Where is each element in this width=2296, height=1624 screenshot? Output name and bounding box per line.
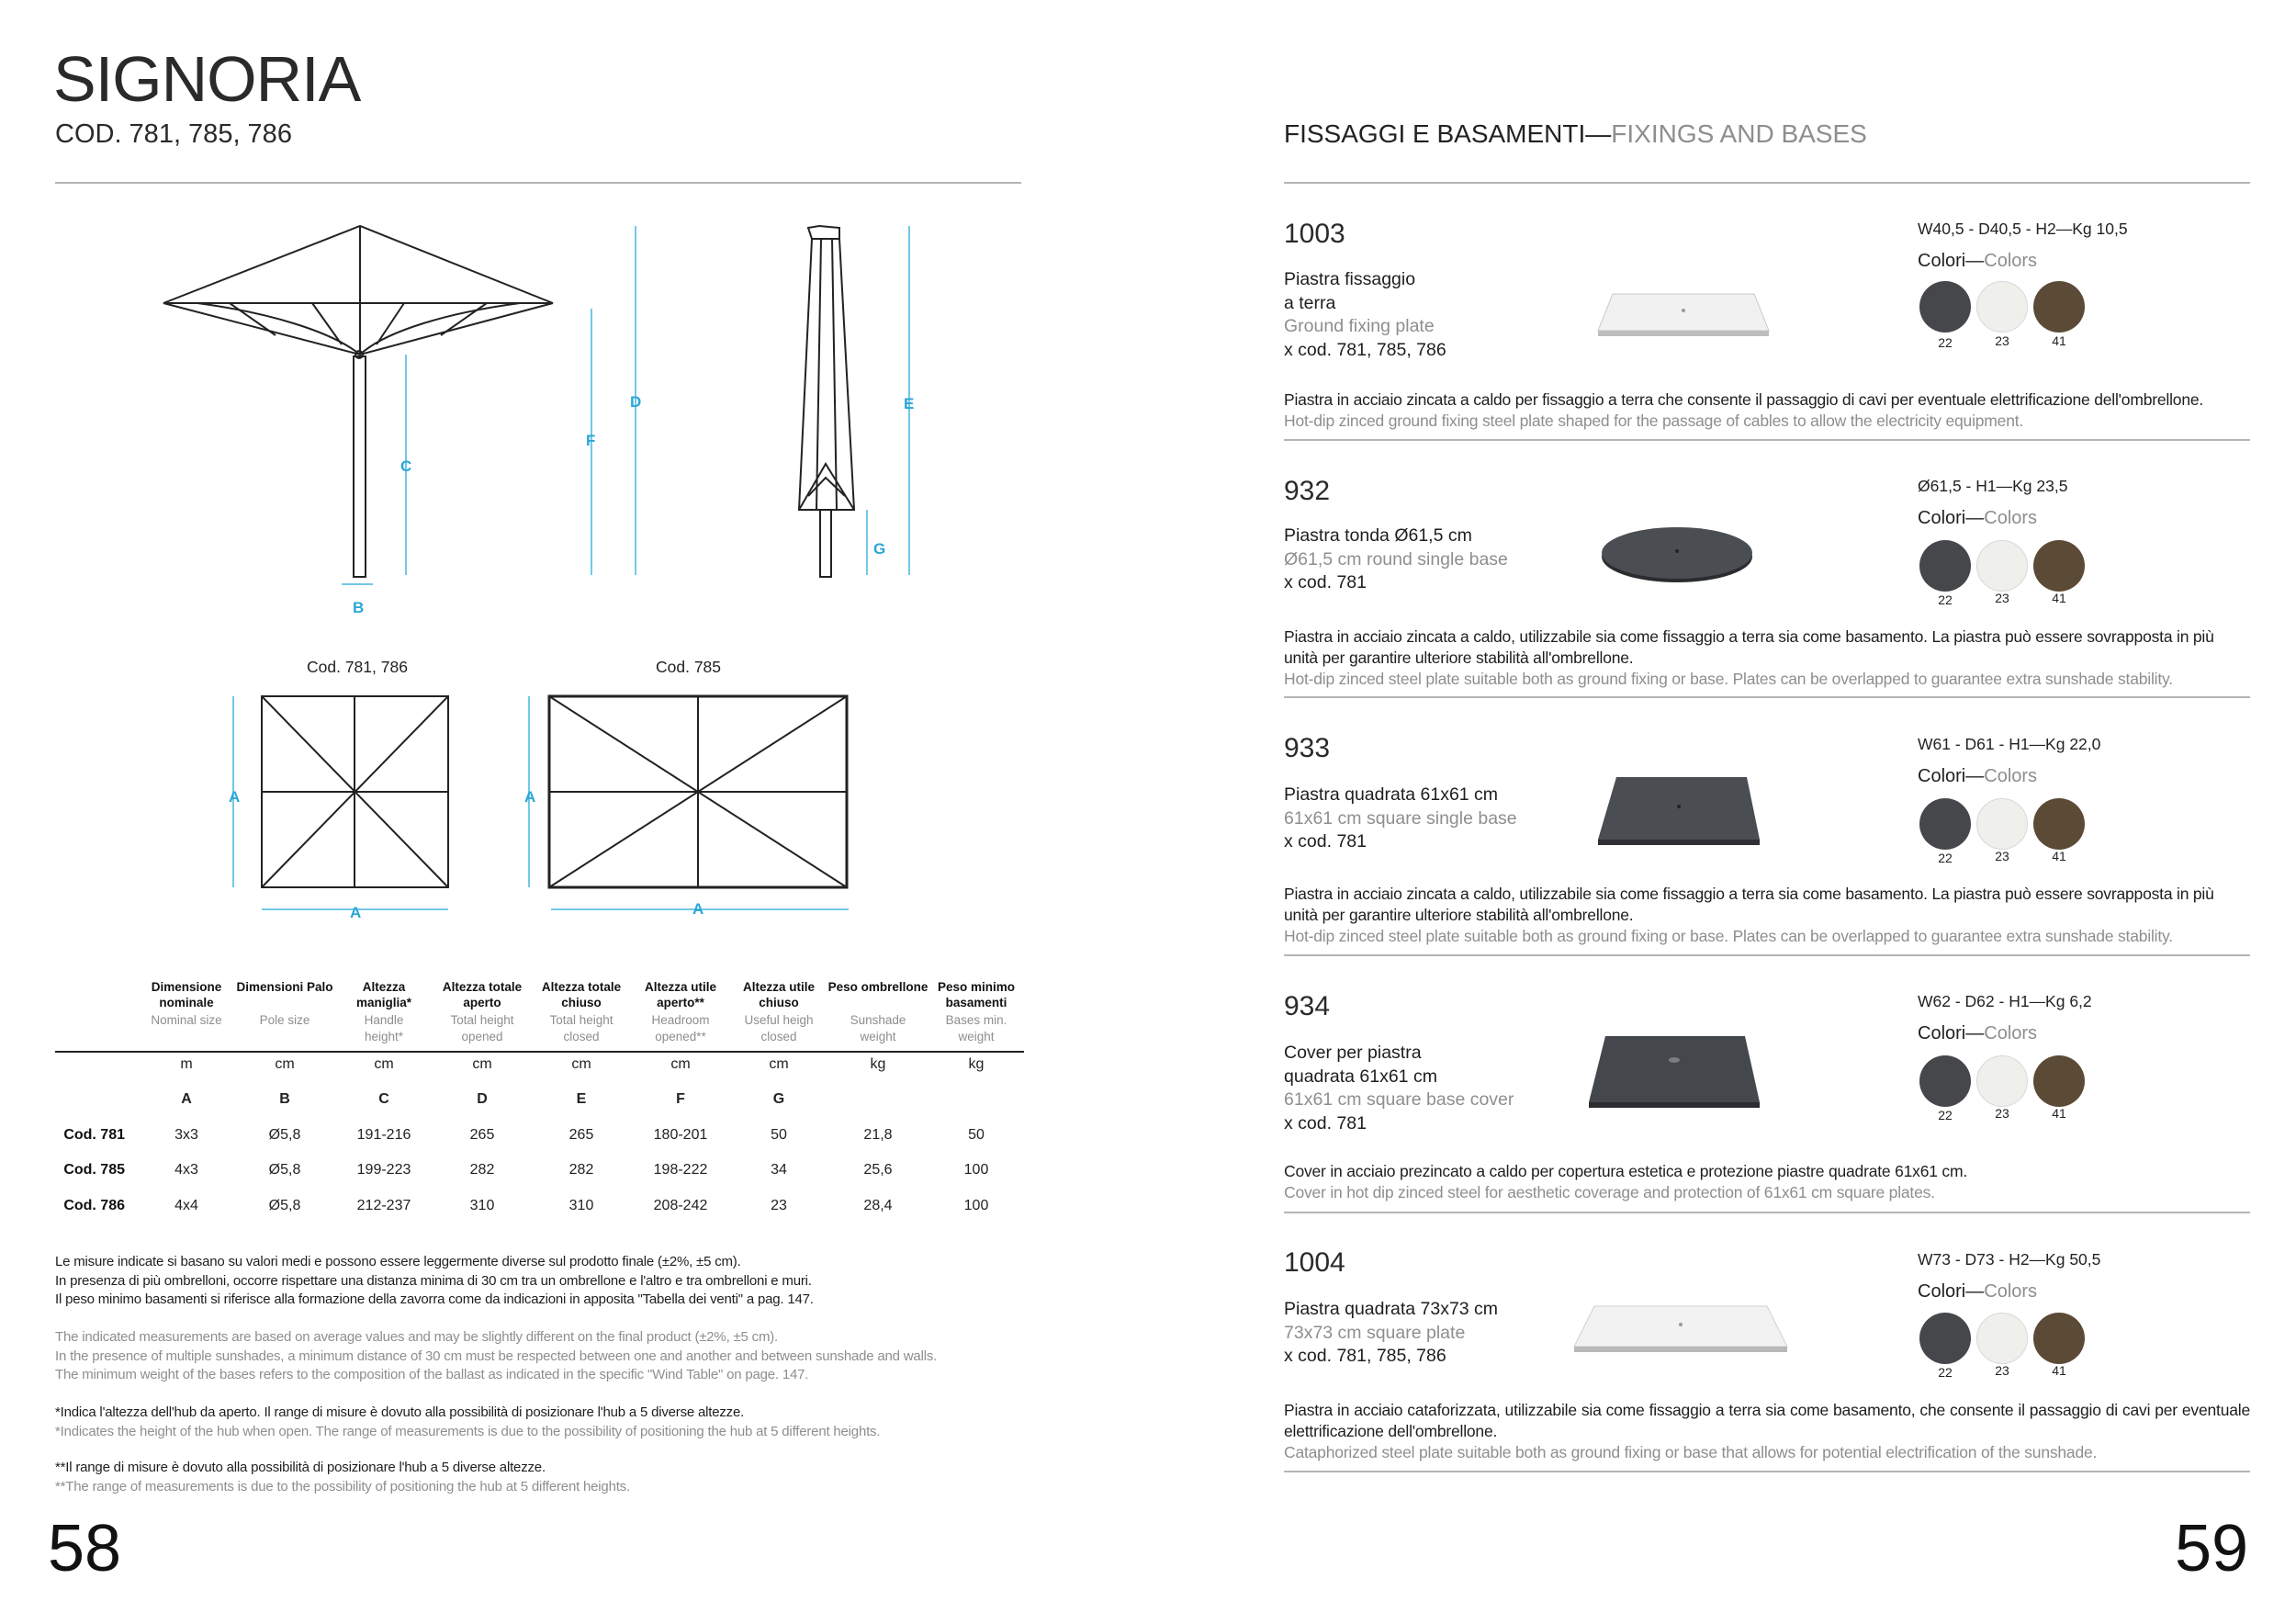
table-header: Altezza maniglia*	[355, 980, 412, 1009]
table-cell: 191-216	[356, 1127, 411, 1143]
product-image	[1596, 775, 1761, 849]
umbrella-diagram	[0, 0, 1029, 937]
product-code: 1004	[1284, 1247, 1345, 1278]
color-swatch	[1919, 1313, 1971, 1364]
page-number: 59	[2175, 1512, 2249, 1585]
product-name	[1284, 1042, 1559, 1135]
footnote-star	[55, 1404, 1019, 1441]
table-subheader: Handle height*	[364, 1013, 404, 1043]
color-swatch	[2033, 1055, 2085, 1107]
table-cell: kg	[968, 1056, 985, 1072]
section-title-it: FISSAGGI E BASAMENTI	[1284, 119, 1586, 148]
desc-en: Cover in hot dip zinced steel for aesthetic coverage and protection of 61x61 cm square plates.	[1284, 1183, 1935, 1201]
plan-square-drawing	[262, 696, 448, 887]
table-cell: D	[477, 1091, 488, 1107]
row-label: Cod. 785	[63, 1162, 125, 1178]
table-cell: 3x3	[174, 1127, 198, 1143]
table-subheader: Headroom opened**	[651, 1013, 710, 1043]
name-en-line: Ground fixing plate	[1284, 316, 1435, 336]
name-en-line: 73x73 cm square plate	[1284, 1322, 1466, 1343]
notes-it	[55, 1253, 1019, 1310]
table-header: Peso minimo basamenti	[937, 980, 1016, 1009]
name-it-line: a terra	[1284, 292, 1336, 313]
table-cell: 198-222	[653, 1162, 708, 1178]
name-it-line: Piastra quadrata 73x73 cm	[1284, 1299, 1499, 1319]
desc-en: Hot-dip zinced steel plate suitable both as ground fixing or base. Plates can be overlapped to guarantee extra sunshade stability.	[1284, 670, 2173, 688]
product-description	[1284, 884, 2250, 947]
dim-label-b: B	[353, 599, 365, 616]
color-swatch	[2033, 1313, 2085, 1364]
colors-label: Colori—Colors	[1918, 766, 2038, 786]
name-en-line: 61x61 cm square base cover	[1284, 1089, 1514, 1110]
swatch-code: 22	[1938, 592, 1953, 607]
section-title-en: FIXINGS AND BASES	[1611, 119, 1867, 148]
divider	[1284, 182, 2250, 184]
dim-label-a: A	[229, 788, 241, 806]
product-description	[1284, 626, 2250, 690]
table-header: Altezza totale chiuso	[541, 980, 622, 1009]
note-line: **The range of measurements is due to the possibility of positioning the hub at 5 different heights.	[55, 1478, 630, 1494]
product-name	[1284, 1298, 1559, 1369]
table-cell: Ø5,8	[268, 1198, 301, 1213]
swatch-code: 22	[1938, 1365, 1953, 1380]
table-header: Peso ombrellone	[827, 980, 929, 994]
table-cell: 4x4	[174, 1198, 198, 1213]
divider	[1284, 439, 2250, 441]
table-divider	[55, 1051, 1024, 1053]
umbrella-closed-drawing	[799, 226, 854, 577]
table-cell: B	[279, 1091, 290, 1107]
swatch-code: 22	[1938, 335, 1953, 350]
dim-label-g: G	[873, 540, 886, 558]
swatch-code: 22	[1938, 851, 1953, 865]
page-number: 58	[48, 1512, 122, 1585]
umbrella-open-drawing	[163, 226, 553, 577]
table-cell: 28,4	[863, 1198, 893, 1213]
swatch-code: 23	[1995, 591, 2009, 605]
table-cell: 265	[568, 1127, 594, 1143]
section-title	[1284, 119, 2248, 149]
product-spec: W61 - D61 - H1—Kg 22,0	[1918, 735, 2101, 753]
table-cell: 21,8	[863, 1127, 893, 1143]
plan-rect-drawing	[549, 696, 847, 887]
name-it-line: Cover per piastra	[1284, 1043, 1422, 1063]
table-cell: 100	[963, 1198, 989, 1213]
product-for: x cod. 781	[1284, 831, 1367, 851]
table-cell: C	[378, 1091, 389, 1107]
name-it-line: quadrata 61x61 cm	[1284, 1066, 1437, 1087]
table-cell: 310	[568, 1198, 594, 1213]
note-line: The minimum weight of the bases refers to the composition of the ballast as indicated in the specific "Wind Table" on page. 147.	[55, 1367, 809, 1382]
product-code: 934	[1284, 991, 1331, 1021]
colors-label: Colori—Colors	[1918, 508, 2038, 528]
table-cell: 199-223	[356, 1162, 411, 1178]
color-swatch	[1976, 1313, 2028, 1364]
color-swatch	[2033, 281, 2085, 333]
product-description	[1284, 1161, 2250, 1203]
table-subheader: Useful heigh closed	[744, 1013, 814, 1043]
table-cell: cm	[374, 1056, 394, 1072]
name-en-line: 61x61 cm square single base	[1284, 807, 1517, 829]
product-code: 932	[1284, 476, 1331, 506]
table-cell: cm	[275, 1056, 295, 1072]
color-swatch	[1919, 1055, 1971, 1107]
dim-label-a: A	[692, 900, 704, 918]
table-header: Dimensioni Palo	[236, 980, 333, 994]
divider	[1284, 1471, 2250, 1472]
color-swatch	[1919, 281, 1971, 333]
product-codes: COD. 781, 785, 786	[55, 119, 292, 149]
product-image	[1596, 290, 1771, 344]
divider	[1284, 1212, 2250, 1213]
plan-label: Cod. 781, 786	[307, 658, 408, 676]
product-name	[1284, 268, 1559, 362]
desc-it: Cover in acciaio prezincato a caldo per copertura estetica e protezione piastre quadrate 61x61 cm.	[1284, 1162, 1968, 1180]
table-cell: cm	[472, 1056, 492, 1072]
row-label: Cod. 781	[63, 1127, 125, 1143]
divider	[1284, 696, 2250, 698]
dim-label-e: E	[904, 395, 915, 412]
swatch-code: 41	[2052, 333, 2066, 348]
swatch-code: 23	[1995, 333, 2009, 348]
table-cell: 180-201	[653, 1127, 708, 1143]
table-cell: 310	[469, 1198, 495, 1213]
table-subheader: Bases min. weight	[945, 1013, 1007, 1043]
table-cell: 50	[968, 1127, 985, 1143]
table-cell: 212-237	[356, 1198, 411, 1213]
product-description	[1284, 389, 2250, 432]
table-subheader: Total height opened	[450, 1013, 514, 1043]
name-it-line: Piastra quadrata 61x61 cm	[1284, 784, 1499, 805]
color-swatch	[2033, 540, 2085, 592]
product-for: x cod. 781, 785, 786	[1284, 1346, 1446, 1366]
product-image	[1587, 1034, 1761, 1111]
table-cell: cm	[670, 1056, 691, 1072]
product-description	[1284, 1400, 2250, 1463]
table-cell: 265	[469, 1127, 495, 1143]
desc-it: Piastra in acciaio zincata a caldo per fissaggio a terra che consente il passaggio di cavi per eventuale elettrificazione dell'ombrellone.	[1284, 390, 2204, 409]
color-swatch	[1976, 1055, 2028, 1107]
table-cell: kg	[870, 1056, 886, 1072]
note-line: In the presence of multiple sunshades, a minimum distance of 30 cm must be respected between one and another and between sunshade and walls.	[55, 1348, 938, 1364]
product-spec: Ø61,5 - H1—Kg 23,5	[1918, 477, 2068, 495]
table-cell: A	[181, 1091, 192, 1107]
dim-label-a: A	[524, 788, 536, 806]
divider	[1284, 954, 2250, 956]
swatch-code: 41	[2052, 849, 2066, 863]
swatch-code: 41	[2052, 591, 2066, 605]
table-cell: 282	[568, 1162, 594, 1178]
note-line: **Il range di misure è dovuto alla possibilità di posizionare l'hub a 5 diverse altezze.	[55, 1460, 546, 1475]
table-subheader: Sunshade weight	[850, 1013, 906, 1043]
swatch-code: 41	[2052, 1363, 2066, 1378]
desc-it: Piastra in acciaio zincata a caldo, utilizzabile sia come fissaggio a terra sia come basamento. La piastra può essere sovrapposta in più unità per garantire ulteriore stabilità all'ombrellone.	[1284, 885, 2214, 924]
table-cell: Ø5,8	[268, 1127, 301, 1143]
note-line: Il peso minimo basamenti si riferisce alla formazione della zavorra come da indicazioni in apposita "Tabella dei venti" a pag. 147.	[55, 1291, 814, 1307]
table-subheader: Nominal size	[151, 1013, 222, 1027]
dim-label-d: D	[630, 393, 642, 411]
color-swatch	[1976, 540, 2028, 592]
product-code: 1003	[1284, 219, 1345, 249]
desc-en: Hot-dip zinced ground fixing steel plate shaped for the passage of cables to allow the electricity equipment.	[1284, 412, 2024, 430]
table-cell: Ø5,8	[268, 1162, 301, 1178]
desc-en: Hot-dip zinced steel plate suitable both as ground fixing or base. Plates can be overlapped to guarantee extra sunshade stability.	[1284, 927, 2173, 945]
color-swatch	[1919, 798, 1971, 850]
table-cell: G	[772, 1091, 785, 1107]
page-title: SIGNORIA	[53, 43, 361, 115]
table-cell: cm	[769, 1056, 789, 1072]
desc-it: Piastra in acciaio cataforizzata, utilizzabile sia come fissaggio a terra sia come basamento, che consente il passaggio di cavi per eventuale elettrificazione dell'ombrellone.	[1284, 1401, 2250, 1440]
section-sep: —	[1585, 119, 1612, 148]
footnote-double-star	[55, 1459, 1019, 1496]
table-cell: E	[576, 1091, 587, 1107]
table-cell: cm	[571, 1056, 591, 1072]
color-swatch	[1976, 281, 2028, 333]
color-swatch	[1976, 798, 2028, 850]
row-label: Cod. 786	[63, 1198, 125, 1213]
table-header: Dimensione nominale	[151, 980, 222, 1009]
product-for: x cod. 781	[1284, 1112, 1367, 1133]
name-it-line: Piastra tonda Ø61,5 cm	[1284, 525, 1472, 546]
note-line: In presenza di più ombrelloni, occorre rispettare una distanza minima di 30 cm tra un ombrellone e l'altro e tra ombrelloni e muri.	[55, 1272, 812, 1289]
swatch-code: 23	[1995, 1106, 2009, 1121]
colors-label: Colori—Colors	[1918, 251, 2038, 271]
table-cell: 4x3	[174, 1162, 198, 1178]
swatch-code: 23	[1995, 1363, 2009, 1378]
note-line: *Indica l'altezza dell'hub da aperto. Il range di misure è dovuto alla possibilità di posizionare l'hub a 5 diverse altezze.	[55, 1404, 745, 1420]
product-code: 933	[1284, 733, 1331, 763]
note-line: The indicated measurements are based on average values and may be slightly different on the final product (±2%, ±5 cm).	[55, 1329, 778, 1345]
table-cell: 282	[469, 1162, 495, 1178]
table-cell: 100	[963, 1162, 989, 1178]
table-cell: 50	[771, 1127, 787, 1143]
product-for: x cod. 781, 785, 786	[1284, 339, 1446, 360]
dim-label-c: C	[400, 457, 412, 475]
table-cell: 34	[771, 1162, 787, 1178]
color-swatch	[2033, 798, 2085, 850]
product-image	[1600, 524, 1754, 584]
table-subheader: Total height closed	[549, 1013, 613, 1043]
swatch-code: 22	[1938, 1108, 1953, 1122]
dim-label-f: F	[586, 432, 596, 449]
table-cell: 25,6	[863, 1162, 893, 1178]
colors-label: Colori—Colors	[1918, 1281, 2038, 1302]
table-header: Altezza totale aperto	[442, 980, 523, 1009]
plan-label: Cod. 785	[656, 658, 722, 676]
table-header: Altezza utile aperto**	[644, 980, 716, 1009]
product-for: x cod. 781	[1284, 572, 1367, 592]
swatch-code: 41	[2052, 1106, 2066, 1121]
product-image	[1570, 1303, 1791, 1359]
desc-it: Piastra in acciaio zincata a caldo, utilizzabile sia come fissaggio a terra sia come basamento. La piastra può essere sovrapposta in più unità per garantire ulteriore stabilità all'ombrellone.	[1284, 627, 2214, 667]
swatch-code: 23	[1995, 849, 2009, 863]
product-spec: W40,5 - D40,5 - H2—Kg 10,5	[1918, 220, 2128, 238]
table-cell: 23	[771, 1198, 787, 1213]
table-subheader: Pole size	[259, 1013, 310, 1027]
dim-label-a: A	[350, 904, 362, 921]
notes-en	[55, 1328, 1019, 1385]
desc-en: Cataphorized steel plate suitable both as ground fixing or base that allows for potential electrification of the sunshade.	[1284, 1443, 2098, 1461]
product-name	[1284, 784, 1559, 854]
table-header: Altezza utile chiuso	[742, 980, 815, 1009]
table-cell: 208-242	[653, 1198, 708, 1213]
table-cell: m	[180, 1056, 193, 1072]
note-line: *Indicates the height of the hub when open. The range of measurements is due to the possibility of positioning the hub at 5 different heights.	[55, 1423, 881, 1439]
table-cell: F	[676, 1091, 685, 1107]
note-line: Le misure indicate si basano su valori medi e possono essere leggermente diverse sul prodotto finale (±2%, ±5 cm).	[55, 1254, 741, 1269]
color-swatch	[1919, 540, 1971, 592]
name-en-line: Ø61,5 cm round single base	[1284, 548, 1508, 570]
product-spec: W62 - D62 - H1—Kg 6,2	[1918, 992, 2092, 1010]
product-spec: W73 - D73 - H2—Kg 50,5	[1918, 1250, 2101, 1269]
name-it-line: Piastra fissaggio	[1284, 269, 1416, 289]
colors-label: Colori—Colors	[1918, 1023, 2038, 1043]
product-name	[1284, 524, 1559, 595]
